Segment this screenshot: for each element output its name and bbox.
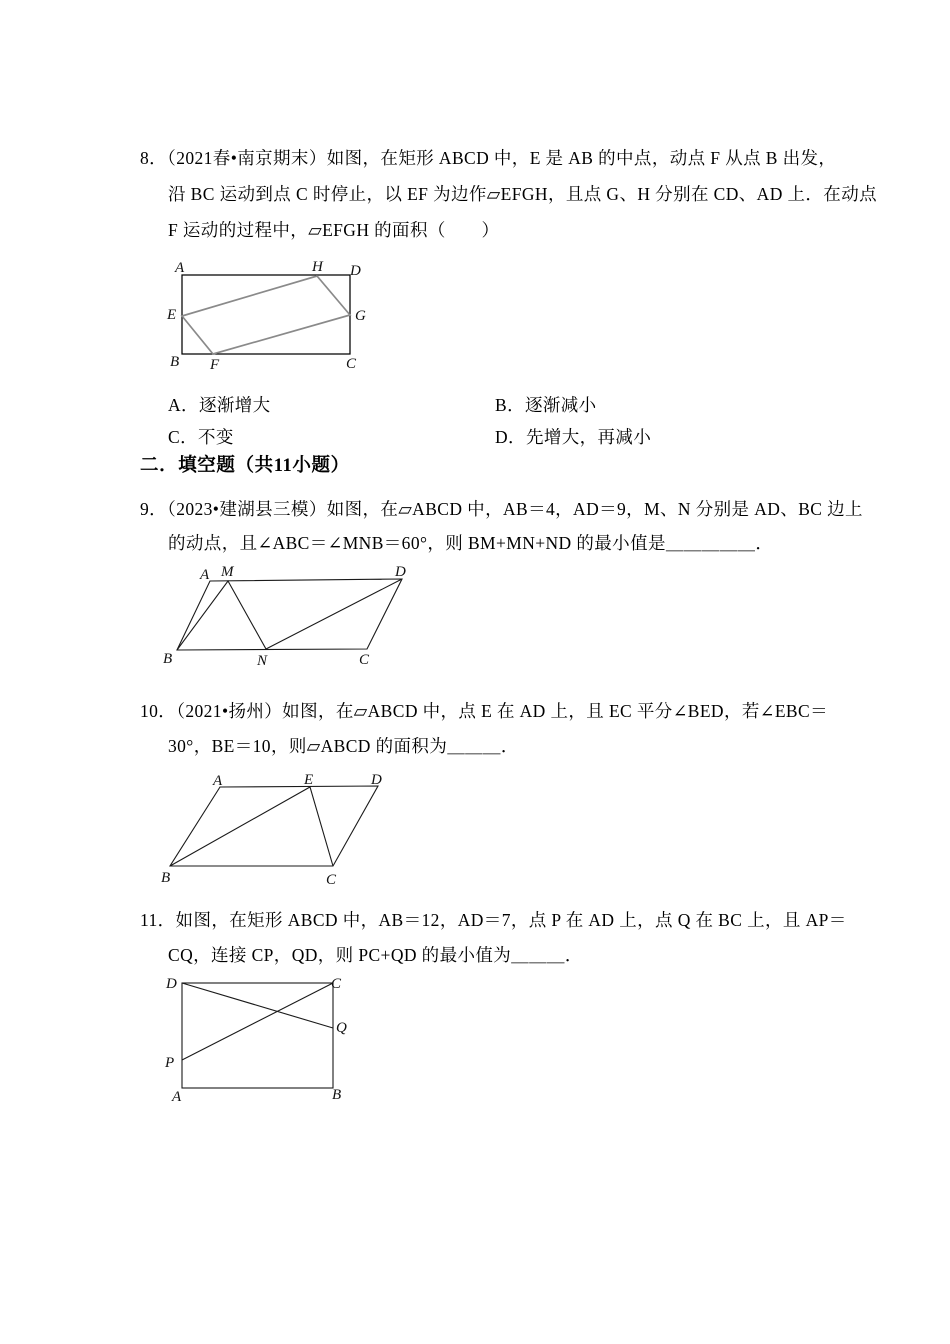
vertex-label-g: G [355, 308, 366, 324]
vertex-label-d: D [371, 772, 382, 788]
parallelogram-abcd [177, 579, 402, 650]
figure-11-drawing [160, 975, 360, 1107]
option-a: A．逐渐增大 [168, 395, 271, 415]
option-c: C．不变 [168, 427, 234, 447]
vertex-label-c: C [331, 976, 342, 992]
rectangle-abcd [182, 983, 333, 1088]
problem-8-line-2: 沿 BC 运动到点 C 时停止，以 EF 为边作▱EFGH，且点 G、H 分别在 CD、AD 上．在动点 [168, 184, 878, 204]
vertex-label-n: N [257, 653, 268, 669]
vertex-label-p: P [165, 1055, 175, 1071]
section-2-header: 二．填空题（共11小题） [140, 456, 350, 476]
problem-11-line-1: 11．如图，在矩形 ABCD 中，AB＝12，AD＝7，点 P 在 AD 上，点 Q 在 BC 上，且 AP＝ [140, 910, 847, 930]
vertex-label-a: A [175, 260, 185, 276]
parallelogram-abcd [170, 786, 378, 866]
problem-9-line-1: 9．（2023•建湖县三模）如图，在▱ABCD 中，AB＝4，AD＝9，M、N 分别是 AD、BC 边上 [140, 499, 863, 519]
parallelogram-efgh [182, 276, 350, 354]
vertex-label-e: E [167, 307, 177, 323]
vertex-label-b: B [161, 870, 171, 886]
vertex-label-q: Q [336, 1020, 347, 1036]
vertex-label-d: D [166, 976, 177, 992]
vertex-label-a: A [172, 1089, 182, 1105]
problem-10-line-1: 10．（2021•扬州）如图，在▱ABCD 中，点 E 在 AD 上，且 EC 平分∠BED，若∠EBC＝ [140, 701, 828, 721]
vertex-label-a: A [200, 567, 210, 583]
option-b: B．逐渐减小 [495, 395, 597, 415]
vertex-label-a: A [213, 773, 223, 789]
path-b-m-n-d [177, 579, 402, 650]
problem-8-line-1: 8．（2021春•南京期末）如图，在矩形 ABCD 中，E 是 AB 的中点，动点 F 从点 B 出发， [140, 148, 837, 168]
vertex-label-e: E [304, 772, 314, 788]
problem-8-line-3: F 运动的过程中，▱EFGH 的面积（ ） [168, 220, 500, 240]
figure-8-drawing [160, 258, 370, 376]
figure-problem-8 [160, 258, 370, 376]
problem-10-line-2: 30°，BE＝10，则▱ABCD 的面积为＿＿＿． [168, 736, 519, 756]
vertex-label-b: B [170, 354, 180, 370]
problem-9-line-2: 的动点，且∠ABC＝∠MNB＝60°，则 BM+MN+ND 的最小值是＿＿＿＿＿． [168, 533, 774, 553]
vertex-label-c: C [359, 652, 370, 668]
figure-problem-10 [155, 770, 395, 892]
vertex-label-d: D [350, 263, 361, 279]
figure-10-drawing [155, 770, 395, 892]
option-d: D．先增大，再减小 [495, 427, 652, 447]
vertex-label-b: B [332, 1087, 342, 1103]
figure-problem-9 [160, 565, 420, 677]
vertex-label-m: M [221, 564, 234, 580]
vertex-label-h: H [312, 259, 323, 275]
vertex-label-f: F [210, 357, 220, 373]
vertex-label-c: C [346, 356, 357, 372]
figure-problem-11 [160, 975, 360, 1107]
vertex-label-c: C [326, 872, 337, 888]
vertex-label-b: B [163, 651, 173, 667]
figure-9-drawing [160, 565, 420, 677]
vertex-label-d: D [395, 564, 406, 580]
problem-11-line-2: CQ，连接 CP，QD，则 PC+QD 的最小值为＿＿＿． [168, 945, 583, 965]
rectangle-abcd [182, 275, 350, 354]
